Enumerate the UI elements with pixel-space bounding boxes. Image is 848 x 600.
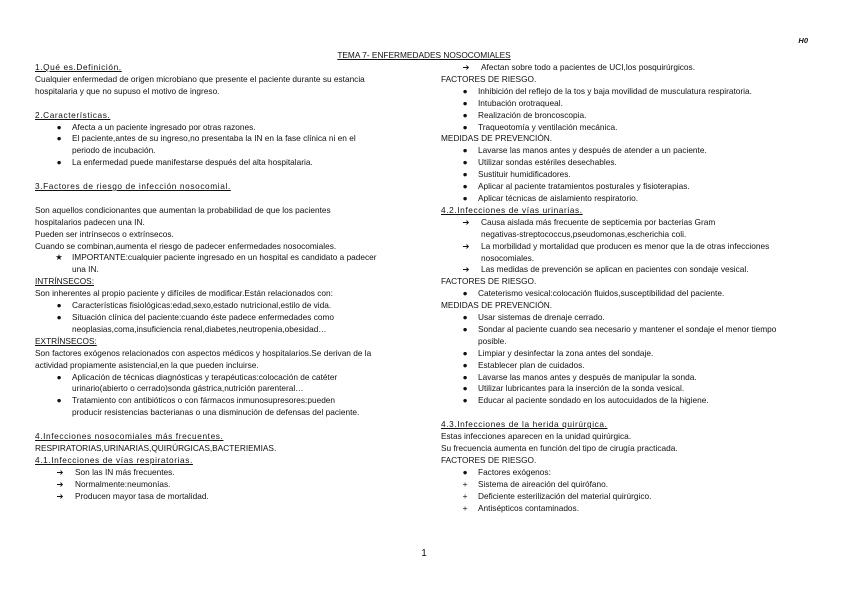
bullet-item xyxy=(441,503,821,515)
item-text xyxy=(478,324,776,348)
bullet-item xyxy=(441,395,821,407)
item-line: Aplicación de técnicas diagnósticas y terapéuticas:colocación de catéter xyxy=(72,371,338,382)
item-line: Intubación orotraqueal. xyxy=(478,97,563,108)
item-line: Traqueotomía y ventilación mecánica. xyxy=(478,121,618,132)
bullet-item xyxy=(441,312,821,324)
bullet-icon: ● xyxy=(56,121,62,132)
paragraph-line: hospitalaria y que no supuso el motivo de ingreso. xyxy=(35,85,220,96)
item-line: Utilizar sondas estériles desechables. xyxy=(478,157,617,168)
bullet-icon: ● xyxy=(462,181,468,192)
bullet-icon: ● xyxy=(462,383,468,394)
item-line: Afecta a un paciente ingresado por otras razones. xyxy=(72,121,256,132)
item-line: Factores exógenos: xyxy=(478,466,551,477)
item-text xyxy=(481,217,715,241)
bullet-item xyxy=(441,348,821,360)
item-line: Establecer plan de cuidados. xyxy=(478,359,585,370)
item-text xyxy=(478,312,605,324)
item-text xyxy=(478,372,697,384)
bullet-icon: ● xyxy=(462,85,468,96)
item-text xyxy=(478,157,617,169)
item-text xyxy=(75,479,170,491)
item-line: El paciente,antes de su ingreso,no presentaba la IN en la fase clínica ni en el xyxy=(72,133,356,144)
item-text xyxy=(478,86,752,98)
item-text xyxy=(72,122,256,134)
item-line: urinario(abierto o cerrado)sonda gástrica,nutrición parenteral… xyxy=(72,383,304,394)
item-text xyxy=(478,122,617,134)
spacer xyxy=(35,98,415,110)
page-mark: H0 xyxy=(798,36,808,45)
item-line: Sondar al paciente cuando sea necesario y mantener el sondaje el menor tiempo xyxy=(478,323,777,334)
item-line: Cateterismo vesical:colocación fluidos,susceptibilidad del paciente. xyxy=(478,288,725,299)
paragraph-line: MEDIDAS DE PREVENCIÓN. xyxy=(441,300,553,311)
item-text xyxy=(478,193,638,205)
bullet-icon: ● xyxy=(462,157,468,168)
section-heading: 2.Características. xyxy=(35,109,111,120)
bullet-item xyxy=(35,372,415,396)
right-column xyxy=(441,62,821,514)
bullet-icon: ● xyxy=(462,395,468,406)
bullet-item xyxy=(441,372,821,384)
paragraph-line: RESPIRATORIAS,URINARIAS,QUIRÚRGICAS,BACTERIEMIAS. xyxy=(35,442,277,453)
arrow-icon: ➔ xyxy=(462,62,470,72)
item-line: Antisépticos contaminados. xyxy=(478,502,580,513)
paragraph-line: Estas infecciones aparecen en la unidad quirúrgica. xyxy=(441,431,632,442)
item-line: La enfermedad puede manifestarse después del alta hospitalaria. xyxy=(72,157,313,168)
bullet-item xyxy=(441,467,821,479)
bullet-icon: ● xyxy=(56,395,62,406)
bullet-item xyxy=(35,252,415,276)
item-line: Limpiar y desinfectar la zona antes del sondaje. xyxy=(478,347,654,358)
bullet-item xyxy=(441,169,821,181)
item-text xyxy=(478,98,563,110)
item-line: Sistema de aireación del quirófano. xyxy=(478,478,609,489)
bullet-icon: ● xyxy=(462,109,468,120)
item-text xyxy=(72,252,377,276)
item-line: Son las IN más frecuentes. xyxy=(75,466,175,477)
paragraph-line: FACTORES DE RIESGO. xyxy=(441,454,537,465)
arrow-item xyxy=(441,264,821,276)
item-text xyxy=(478,348,653,360)
bullet-item xyxy=(35,300,415,312)
subheading: INTRÍNSECOS: xyxy=(35,276,95,287)
paragraph-line: Son factores exógenos relacionados con aspectos médicos y hospitalarios.Se derivan de la xyxy=(35,347,372,358)
bullet-icon: ● xyxy=(56,300,62,311)
bullet-item xyxy=(441,145,821,157)
bullet-item xyxy=(441,122,821,134)
paragraph-line: Cuando se combinan,aumenta el riesgo de padecer enfermedades nosocomiales. xyxy=(35,240,337,251)
section-heading: 3.Factores de riesgo de infección nosocomial. xyxy=(35,181,231,192)
item-line: IMPORTANTE:cualquier paciente ingresado en un hospital es candidato a padecer xyxy=(72,252,377,263)
item-line: periodo de incubación. xyxy=(72,145,156,156)
item-line: Normalmente:neumonías. xyxy=(75,478,171,489)
bullet-icon: ● xyxy=(56,371,62,382)
item-line: Aplicar al paciente tratamientos posturales y fisioterapias. xyxy=(478,181,690,192)
bullet-item xyxy=(35,122,415,134)
item-line: Afectan sobre todo a pacientes de UCI,los posquirúrgicos. xyxy=(481,62,695,72)
bullet-item xyxy=(35,312,415,336)
bullet-item xyxy=(441,324,821,348)
paragraph-line: actividad propiamente asistencial,en la que pueden incluirse. xyxy=(35,359,259,370)
arrow-item xyxy=(441,241,821,265)
bullet-icon: ● xyxy=(462,347,468,358)
plus-icon: + xyxy=(462,502,468,513)
item-text xyxy=(72,300,331,312)
item-line: Deficiente esterilización del material quirúrgico. xyxy=(478,490,652,501)
arrow-item xyxy=(35,467,415,479)
arrow-icon: ➔ xyxy=(56,490,64,501)
item-text xyxy=(481,62,695,74)
bullet-item xyxy=(441,360,821,372)
item-text xyxy=(478,360,585,372)
bullet-item xyxy=(441,86,821,98)
bullet-item xyxy=(441,491,821,503)
section-heading: 4.Infecciones nosocomiales más frecuentes. xyxy=(35,431,224,442)
bullet-item xyxy=(441,383,821,395)
bullet-item xyxy=(441,479,821,491)
paragraph-line: FACTORES DE RIESGO. xyxy=(441,276,537,287)
bullet-icon: ● xyxy=(462,288,468,299)
item-text xyxy=(478,395,709,407)
paragraph-line: Son inherentes al propio paciente y difíciles de modificar.Están relacionados con: xyxy=(35,288,333,299)
paragraph-line: Son aquellos condicionantes que aumentan la probabilidad de que los pacientes xyxy=(35,204,331,215)
bullet-icon: ● xyxy=(56,311,62,322)
bullet-item xyxy=(441,288,821,300)
star-icon: ★ xyxy=(55,252,63,263)
item-line: Utilizar lubricantes para la inserción de la sonda vesical. xyxy=(478,383,685,394)
item-text xyxy=(478,145,707,157)
item-text xyxy=(75,467,175,479)
item-text xyxy=(478,479,608,491)
item-line: nosocomiales. xyxy=(481,252,535,263)
item-line: producir resistencias bacterianas o una disminución de defensas del paciente. xyxy=(72,407,360,418)
item-line: Lavarse las manos antes y después de atender a un paciente. xyxy=(478,145,707,156)
paragraph-line: Pueden ser intrínsecos o extrínsecos. xyxy=(35,228,174,239)
spacer xyxy=(35,193,415,205)
item-line: posible. xyxy=(478,335,507,346)
page-number: 1 xyxy=(421,548,427,559)
item-line: neoplasias,coma,insuficiencia renal,diabetes,neutropenia,obesidad… xyxy=(72,323,327,334)
bullet-item xyxy=(35,133,415,157)
bullet-icon: ● xyxy=(462,359,468,370)
section-heading: 4.2.Infecciones de vías urinarias. xyxy=(441,204,583,215)
bullet-item xyxy=(441,181,821,193)
bullet-icon: ● xyxy=(462,371,468,382)
item-line: Realización de broncoscopia. xyxy=(478,109,587,120)
item-line: una IN. xyxy=(72,264,99,275)
bullet-icon: ● xyxy=(462,121,468,132)
arrow-item xyxy=(35,491,415,503)
bullet-item xyxy=(441,98,821,110)
item-text xyxy=(72,312,334,336)
paragraph-line: hospitalarios padecen una IN. xyxy=(35,216,145,227)
arrow-item xyxy=(441,62,821,74)
item-text xyxy=(478,467,551,479)
item-line: Tratamiento con antibióticos o con fármacos inmunosupresores:pueden xyxy=(72,395,336,406)
arrow-icon: ➔ xyxy=(462,240,470,251)
item-line: Producen mayor tasa de mortalidad. xyxy=(75,490,209,501)
item-line: Lavarse las manos antes y después de manipular la sonda. xyxy=(478,371,697,382)
item-text xyxy=(72,395,359,419)
paragraph-line: Cualquier enfermedad de origen microbiano que presente el paciente durante su estancia xyxy=(35,73,365,84)
item-text xyxy=(478,383,684,395)
plus-icon: + xyxy=(462,478,468,489)
paragraph-line: MEDIDAS DE PREVENCIÓN. xyxy=(441,133,553,144)
left-column xyxy=(35,62,415,502)
bullet-icon: ● xyxy=(56,133,62,144)
item-line: Inhibición del reflejo de la tos y baja movilidad de musculatura respiratoria. xyxy=(478,85,752,96)
item-line: Usar sistemas de drenaje cerrado. xyxy=(478,312,605,323)
arrow-item xyxy=(441,217,821,241)
item-text xyxy=(478,288,724,300)
document-title: TEMA 7- ENFERMEDADES NOSOCOMIALES xyxy=(337,50,511,60)
arrow-icon: ➔ xyxy=(56,478,64,489)
spacer xyxy=(35,419,415,431)
bullet-icon: ● xyxy=(462,97,468,108)
item-text xyxy=(478,503,579,515)
item-text xyxy=(75,491,209,503)
arrow-icon: ➔ xyxy=(462,216,470,227)
spacer xyxy=(35,169,415,181)
item-line: Las medidas de prevención se aplican en pacientes con sondaje vesical. xyxy=(481,264,749,275)
bullet-item xyxy=(441,157,821,169)
bullet-icon: ● xyxy=(462,323,468,334)
bullet-item xyxy=(441,110,821,122)
item-text xyxy=(478,110,586,122)
section-heading: 1.Qué es.Definición. xyxy=(35,62,122,72)
bullet-icon: ● xyxy=(462,192,468,203)
section-heading: 4.1.Infecciones de vías respiratorias. xyxy=(35,454,193,465)
bullet-item xyxy=(35,157,415,169)
item-text xyxy=(481,241,769,265)
bullet-icon: ● xyxy=(462,312,468,323)
item-text xyxy=(478,491,651,503)
subheading: EXTRÍNSECOS: xyxy=(35,335,97,346)
item-text xyxy=(478,169,571,181)
paragraph-line: FACTORES DE RIESGO. xyxy=(441,73,537,84)
arrow-item xyxy=(35,479,415,491)
item-line: La morbilidad y mortalidad que producen es menor que la de otras infecciones xyxy=(481,240,770,251)
paragraph-line: Su frecuencia aumenta en función del tipo de cirugía practicada. xyxy=(441,442,678,453)
arrow-icon: ➔ xyxy=(462,264,470,275)
item-line: Sustituir humidificadores. xyxy=(478,169,571,180)
bullet-item xyxy=(35,395,415,419)
item-text xyxy=(72,133,356,157)
item-line: Características fisiológicas:edad,sexo,estado nutricional,estilo de vida. xyxy=(72,300,332,311)
item-text xyxy=(72,157,313,169)
bullet-icon: ● xyxy=(56,157,62,168)
item-text xyxy=(481,264,749,276)
bullet-icon: ● xyxy=(462,145,468,156)
bullet-icon: ● xyxy=(462,466,468,477)
item-line: Educar al paciente sondado en los autocuidados de la higiene. xyxy=(478,395,709,406)
item-line: Causa aislada más frecuente de septicemia por bacterias Gram xyxy=(481,216,716,227)
arrow-icon: ➔ xyxy=(56,466,64,477)
spacer xyxy=(441,407,821,419)
item-line: Aplicar técnicas de aislamiento respiratorio. xyxy=(478,192,639,203)
item-text xyxy=(478,181,690,193)
item-text xyxy=(72,372,337,396)
bullet-item xyxy=(441,193,821,205)
item-line: negativas-streptococcus,pseudomonas,escherichia coli. xyxy=(481,228,687,239)
plus-icon: + xyxy=(462,490,468,501)
item-line: Situación clínica del paciente:cuando éste padece enfermedades como xyxy=(72,311,334,322)
bullet-icon: ● xyxy=(462,169,468,180)
section-heading: 4.3.Infecciones de la herida quirúrgica. xyxy=(441,419,608,430)
